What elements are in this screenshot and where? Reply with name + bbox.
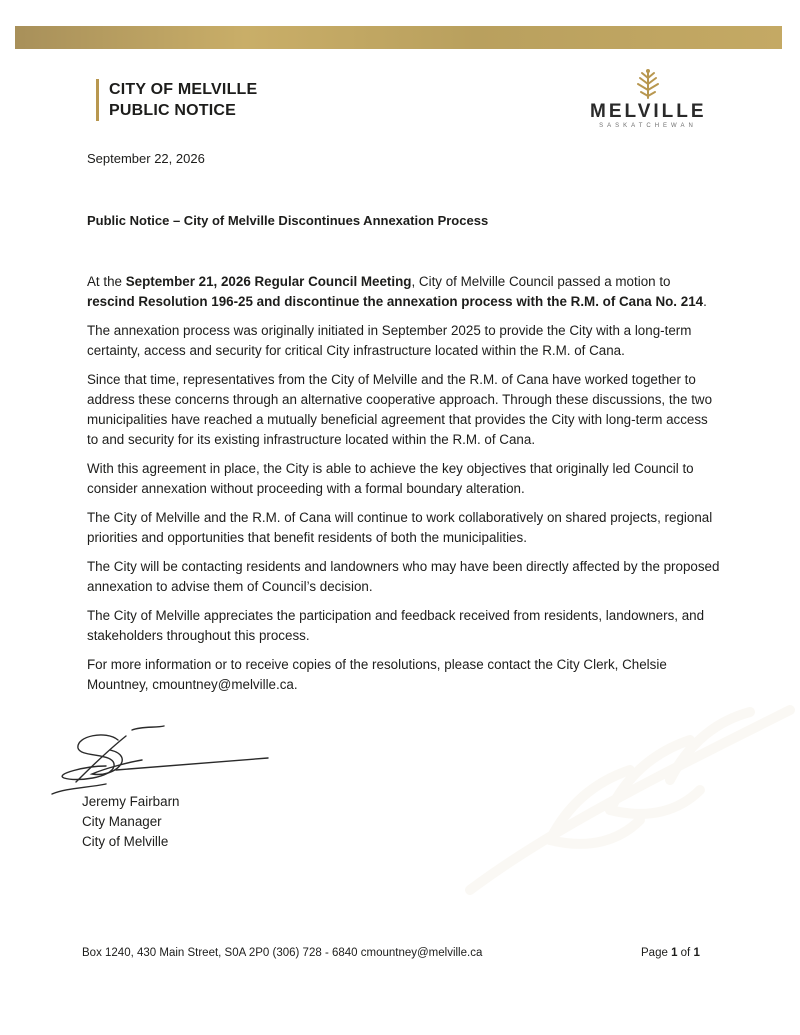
header-notice: PUBLIC NOTICE xyxy=(109,102,237,119)
page-number xyxy=(641,947,700,959)
paragraph-1 xyxy=(87,272,721,312)
page-of: of xyxy=(677,947,694,959)
p1-meeting: September 21, 2026 Regular Council Meeting xyxy=(125,274,412,289)
p1-text-a: At the xyxy=(87,274,126,289)
footer-contact: Box 1240, 430 Main Street, S0A 2P0 (306) 728 - 6840 cmountney@melville.ca xyxy=(82,947,483,959)
p1-text-c: . xyxy=(703,294,707,309)
paragraph-6: The City will be contacting residents and landowners who may have been directly affected by the proposed annexation to advise them of Council’s decision. xyxy=(87,559,720,594)
melville-logo xyxy=(590,66,706,140)
page-total: 1 xyxy=(693,947,700,959)
wheat-icon xyxy=(631,66,665,100)
wheat-watermark-icon xyxy=(430,670,800,900)
top-gold-bar xyxy=(15,26,782,49)
paragraph-5: The City of Melville and the R.M. of Cana will continue to work collaboratively on shared projects, regional priorities and opportunities that benefit residents of both the municipalities. xyxy=(87,510,713,545)
paragraph-7: The City of Melville appreciates the participation and feedback received from residents, landowners, and stakeholders throughout this process. xyxy=(87,608,705,643)
handwritten-signature xyxy=(46,722,276,800)
notice-body xyxy=(87,272,721,704)
paragraph-4: With this agreement in place, the City is able to achieve the key objectives that originally led Council to consider annexation without proceeding with a formal boundary alteration. xyxy=(87,461,694,496)
header-city: CITY OF MELVILLE xyxy=(109,81,258,98)
p1-text-b: , City of Melville Council passed a motion to xyxy=(411,274,671,289)
letterhead-title xyxy=(96,79,257,121)
notice-date: September 22, 2026 xyxy=(87,151,205,166)
paragraph-3: Since that time, representatives from the City of Melville and the R.M. of Cana have worked together to address these concerns through an alternative cooperative approach. Through these discussions, the two municipalities have reached a mutually beneficial agreement that provides the City with long-term access to and security for its existing infrastructure located within the R.M. of Cana. xyxy=(87,372,713,447)
logo-wordmark: MELVILLE xyxy=(590,101,707,122)
signer-name: Jeremy Fairbarn xyxy=(82,794,180,809)
signer-org: City of Melville xyxy=(82,834,169,849)
signer-title: City Manager xyxy=(82,814,162,829)
page-label: Page xyxy=(641,947,672,959)
paragraph-8: For more information or to receive copies of the resolutions, please contact the City Clerk, Chelsie Mountney, cmountney@melville.ca. xyxy=(87,657,667,692)
paragraph-2: The annexation process was originally initiated in September 2025 to provide the City with a long-term certainty, access and security for critical City infrastructure located within the R.M. of Cana. xyxy=(87,323,692,358)
page-current: 1 xyxy=(671,947,678,959)
signer-block xyxy=(82,792,179,852)
p1-motion: rescind Resolution 196-25 and discontinue the annexation process with the R.M. of Cana No. 214 xyxy=(87,294,704,309)
notice-subject: Public Notice – City of Melville Discontinues Annexation Process xyxy=(87,213,489,228)
logo-subtitle: SASKATCHEWAN xyxy=(599,123,697,129)
